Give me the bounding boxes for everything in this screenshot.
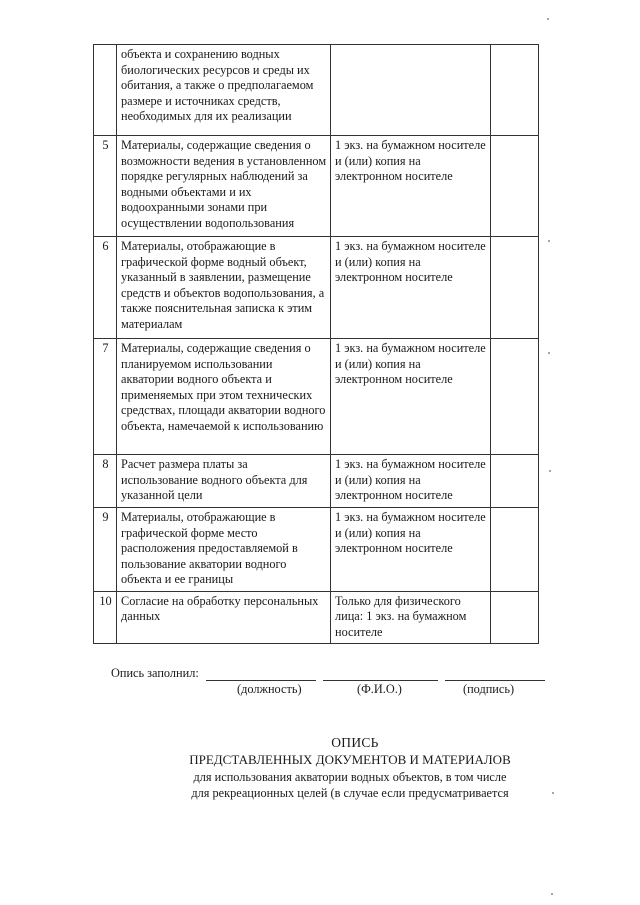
scan-speck xyxy=(547,18,549,20)
scan-speck xyxy=(548,240,550,242)
document-note xyxy=(491,237,539,339)
row-number: 9 xyxy=(94,508,117,592)
row-number xyxy=(94,45,117,136)
name-line xyxy=(323,680,438,681)
inventory-title: ОПИСЬ xyxy=(331,735,379,750)
document-form: 1 экз. на бумажном носителе и (или) копия на электронном носителе xyxy=(331,237,491,339)
scan-speck xyxy=(552,792,554,794)
scan-speck xyxy=(549,470,551,472)
document-name: Материалы, отображающие в графической форме место расположения предоставляемой в пользование акватории водного объекта и ее границы xyxy=(117,508,331,592)
document-form: 1 экз. на бумажном носителе и (или) копия на электронном носителе xyxy=(331,136,491,237)
document-form: 1 экз. на бумажном носителе и (или) копия на электронном носителе xyxy=(331,455,491,508)
row-number: 6 xyxy=(94,237,117,339)
document-form: 1 экз. на бумажном носителе и (или) копия на электронном носителе xyxy=(331,508,491,592)
table-row xyxy=(94,508,539,592)
table-row xyxy=(94,45,539,136)
row-number: 5 xyxy=(94,136,117,237)
scan-speck xyxy=(548,352,550,354)
row-number: 10 xyxy=(94,591,117,644)
filled-by-label: Опись заполнил: xyxy=(111,666,199,680)
document-note xyxy=(491,508,539,592)
signature-line xyxy=(445,680,545,681)
row-number: 7 xyxy=(94,339,117,455)
document-name: Расчет размера платы за использование водного объекта для указанной цели xyxy=(117,455,331,508)
document-form: Только для физического лица: 1 экз. на бумажном носителе xyxy=(331,591,491,644)
document-note xyxy=(491,339,539,455)
document-form xyxy=(331,45,491,136)
inventory-purpose-line: для использования акватории водных объектов, в том числе xyxy=(193,770,507,784)
table-row xyxy=(94,237,539,339)
document-name: Материалы, содержащие сведения о возможности ведения в установленном порядке регулярных наблюдений за водными объектами и их водоохранными зонами при осуществлении водопользования xyxy=(117,136,331,237)
table-row xyxy=(94,339,539,455)
table-row xyxy=(94,136,539,237)
document-name: Материалы, отображающие в графической форме водный объект, указанный в заявлении, размещение средств и объектов водопользования, а также пояснительная записка к этим материалам xyxy=(117,237,331,339)
inventory-purpose-line: для рекреационных целей (в случае если предусматривается xyxy=(191,786,509,800)
document-name: Материалы, содержащие сведения о планируемом использовании акватории водного объекта и применяемых при этом технических средствах, площади акватории водного объекта, намечаемой к использованию xyxy=(117,339,331,455)
inventory-subtitle: ПРЕДСТАВЛЕННЫХ ДОКУМЕНТОВ И МАТЕРИАЛОВ xyxy=(189,752,511,767)
row-number: 8 xyxy=(94,455,117,508)
document-name: объекта и сохранению водных биологических ресурсов и среды их обитания, а также о предполагаемом размере и источниках средств, необходимых для их реализации xyxy=(117,45,331,136)
document-note xyxy=(491,136,539,237)
position-line xyxy=(206,680,316,681)
documents-table xyxy=(93,44,539,644)
table-row xyxy=(94,591,539,644)
document-name: Согласие на обработку персональных данных xyxy=(117,591,331,644)
name-caption: (Ф.И.О.) xyxy=(357,682,402,696)
document-form: 1 экз. на бумажном носителе и (или) копия на электронном носителе xyxy=(331,339,491,455)
position-caption: (должность) xyxy=(237,682,302,696)
document-note xyxy=(491,45,539,136)
document-note xyxy=(491,455,539,508)
scan-speck xyxy=(551,893,553,895)
table-row xyxy=(94,455,539,508)
document-note xyxy=(491,591,539,644)
signature-caption: (подпись) xyxy=(463,682,515,696)
